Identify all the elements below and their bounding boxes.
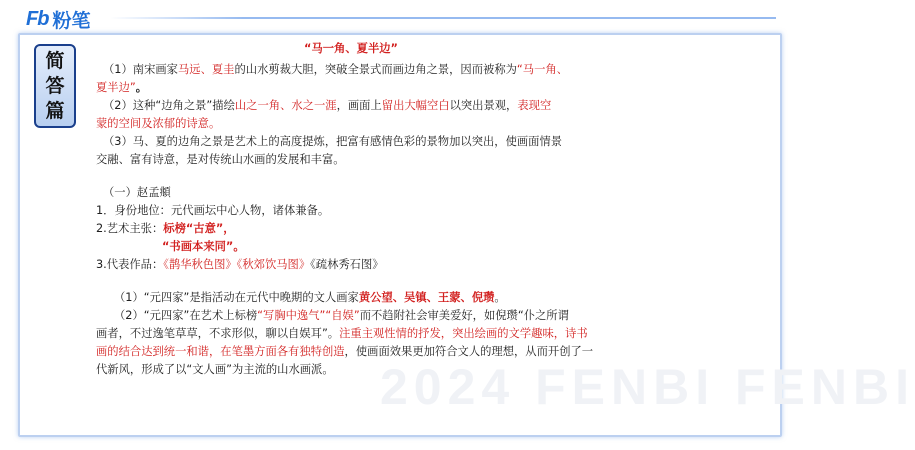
header-rule — [110, 17, 776, 19]
paragraph-4: （1）“元四家”是指活动在元代中晚期的文人画家黄公望、吴镇、王蒙、倪瓒。 — [114, 291, 506, 304]
logo-text: 粉笔 — [52, 10, 91, 32]
badge-char: 篇 — [45, 99, 65, 122]
fenbi-logo — [26, 6, 90, 33]
section-title: “马一角、夏半边” — [304, 42, 398, 55]
subsection-heading: （一）赵孟頫 — [103, 186, 171, 199]
paragraph-2: （2）这种“边角之景”描绘山之一角、水之一涯，画面上留出大幅空白以突出景观，表现空 — [103, 99, 552, 112]
paragraph-3: （3）马、夏的边角之景是艺术上的高度提炼，把富有感情色彩的景物加以突出，使画面情景 — [103, 135, 563, 148]
notes-content — [96, 40, 606, 379]
logo-mark: Fb — [26, 8, 49, 30]
paragraph-5-cont: 画者，不过逸笔草草，不求形似，聊以自娱耳”。注重主观性情的抒发，突出绘画的文学趣味，诗书 — [96, 327, 588, 340]
spacer — [96, 169, 606, 184]
list-item: 3.代表作品：《鹊华秋色图》《秋郊饮马图》《疏林秀石图》 — [96, 258, 384, 271]
paragraph-5-cont: 代新风，形成了以“文人画”为主流的山水画派。 — [96, 363, 334, 376]
list-item-cont: “书画本来同”。 — [162, 240, 245, 253]
paragraph-1-cont: 夏半边”。 — [96, 81, 148, 94]
list-item: 2.艺术主张：标榜“古意”， — [96, 222, 235, 235]
paragraph-5-cont: 画的结合达到统一和谐，在笔墨方面各有独特创造，使画面效果更加符合文人的理想，从而开创了一 — [96, 345, 594, 358]
list-item: 1．身份地位：元代画坛中心人物，诸体兼备。 — [96, 204, 330, 217]
badge-char: 简 — [45, 49, 65, 72]
badge-char: 答 — [45, 74, 65, 97]
spacer — [96, 274, 606, 289]
paragraph-5: （2）“元四家”在艺术上标榜“写胸中逸气”“自娱”而不趋附社会审美爱好，如倪瓒“仆之所谓 — [114, 309, 569, 322]
section-badge — [34, 44, 76, 128]
watermark: 2024 FENBI FENBI — [380, 359, 915, 415]
paragraph-3-cont: 交融、富有诗意，是对传统山水画的发展和丰富。 — [96, 153, 345, 166]
paragraph-1: （1）南宋画家马远、夏圭的山水剪裁大胆，突破全景式而画边角之景，因而被称为“马一角、 — [103, 63, 568, 76]
paragraph-2-cont: 蒙的空间及浓郁的诗意。 — [96, 117, 221, 130]
